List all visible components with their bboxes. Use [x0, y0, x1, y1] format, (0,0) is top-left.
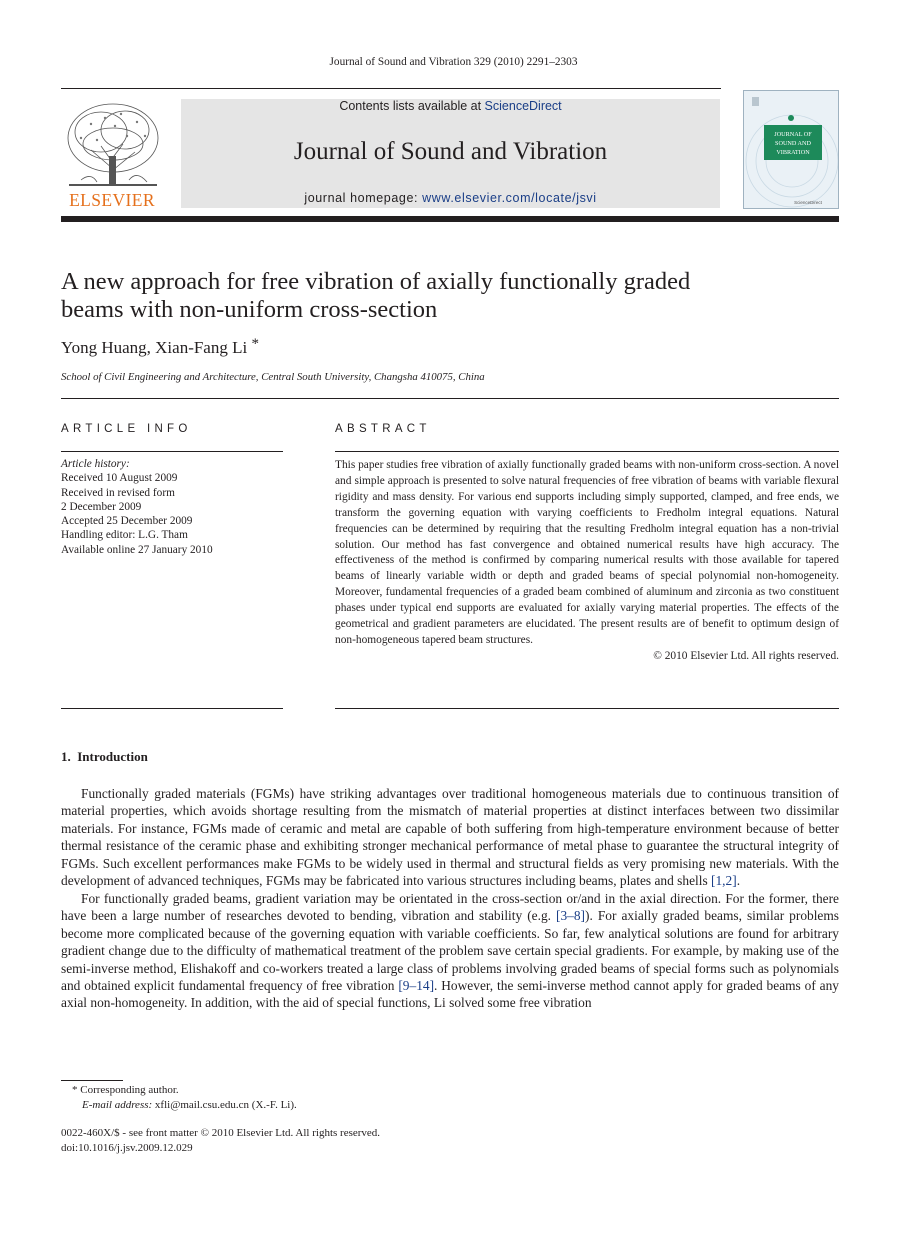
article-title-line-2: beams with non-uniform cross-section [61, 296, 438, 323]
abstract-body [335, 458, 839, 665]
article-history [61, 457, 213, 557]
article-info-heading: ARTICLE INFO [61, 423, 192, 435]
banner-top-rule [61, 88, 721, 89]
history-item: Handling editor: L.G. Tham [61, 529, 188, 542]
history-item: 2 December 2009 [61, 500, 142, 513]
footnote-email [82, 1098, 297, 1113]
abstract-top-rule [335, 451, 839, 452]
citation-link[interactable]: [3–8] [556, 908, 586, 924]
introduction-body [61, 785, 839, 1012]
running-head: Journal of Sound and Vibration 329 (2010) 2291–2303 [329, 56, 578, 68]
footnote-corresponding [72, 1083, 179, 1098]
paragraph: Functionally graded materials (FGMs) have striking advantages over traditional homogeneous materials due to continuous transition of material properties, which avoids shortage resulting from the mismatch of material properties at distinct interfaces between two dissimilar materials. For instance, FGMs made of ceramic and metal are capable of both suffering from high-temperature environment because of better thermal resistance of the ceramic phase and exhibiting stronger mechanical performance of metal phase to guarantee the structural integrity of FGMs. Such excellent performances make FGMs to be widely used in thermal and structural fields as very promising new materials. With the development of advanced techniques, FGMs may be fabricated into various structures including beams, plates and shells [1,2]. [61, 786, 839, 889]
elsevier-tree-icon [61, 100, 163, 210]
citation-link[interactable]: [9–14] [398, 977, 435, 993]
homepage-link[interactable]: www.elsevier.com/locate/jsvi [422, 191, 597, 205]
abstract-copyright: © 2010 Elsevier Ltd. All rights reserved. [653, 649, 839, 662]
affiliation: School of Civil Engineering and Architecture, Central South University, Changsha 410075, China [61, 371, 485, 383]
article-title [61, 268, 861, 324]
contents-available: Contents lists available at ScienceDirect [339, 99, 562, 113]
history-item: Received 10 August 2009 [61, 472, 178, 485]
citation-link[interactable]: [1,2] [711, 873, 737, 889]
article-history-label: Article history: [61, 458, 130, 470]
footnote-rule [61, 1080, 123, 1081]
article-info-bottom-rule [61, 708, 283, 709]
section-heading-introduction: 1. Introduction [61, 749, 148, 764]
journal-homepage: journal homepage: www.elsevier.com/locate/jsvi [304, 191, 597, 205]
article-info-top-rule [61, 451, 283, 452]
footnote-mark: * [72, 1084, 78, 1096]
cover-title-line-1: JOURNAL OF [774, 131, 812, 138]
history-item: Accepted 25 December 2009 [61, 515, 193, 528]
paragraph: For functionally graded beams, gradient variation may be orientated in the cross-section or/and in the axial direction. For the former, there have been a large number of researches devoted to bending, vibration and stability (e.g. [3–8]). For axially graded beams, similar problems become more complicated because of the governing equation with variable coefficients. So far, few analytical solutions are found for arbitrary gradient change due to the difficulty of mathematical treatment of the problem save certain special gradients. For example, by making use of the semi-inverse method, Elishakoff and co-workers treated a large class of problems involving graded beams of special forms such as polynomials and obtained explicit fundamental frequency of free vibration [9–14]. However, the semi-inverse method cannot apply for graded beams of any axial non-homogeneity. In addition, with the aid of special functions, Li solved some free vibration [61, 890, 840, 1011]
footnote-corresponding-text: Corresponding author. [80, 1084, 179, 1096]
journal-banner [181, 99, 720, 208]
sciencedirect-link[interactable]: ScienceDirect [484, 99, 562, 113]
author-names[interactable]: Yong Huang, Xian-Fang Li [61, 338, 248, 357]
corresponding-author-mark[interactable]: * [251, 336, 259, 352]
journal-title[interactable]: Journal of Sound and Vibration [293, 138, 608, 165]
banner-rule [61, 216, 839, 222]
email-address[interactable]: xfli@mail.csu.edu.cn (X.-F. Li). [154, 1099, 297, 1111]
journal-cover-thumbnail[interactable] [743, 90, 839, 209]
header-divider [61, 398, 839, 399]
journal-cover-image [744, 91, 839, 209]
author-list [61, 338, 259, 358]
elsevier-wordmark: ELSEVIER [69, 190, 155, 210]
abstract-heading: ABSTRACT [335, 423, 431, 435]
issn-line: 0022-460X/$ - see front matter © 2010 Elsevier Ltd. All rights reserved. [61, 1127, 381, 1139]
doi-line[interactable]: doi:10.1016/j.jsv.2009.12.029 [61, 1142, 193, 1154]
cover-title-line-3: VIBRATION [776, 149, 810, 156]
cover-sciencedirect-badge: ScienceDirect [794, 200, 822, 205]
article-title-line-1: A new approach for free vibration of axially functionally graded [61, 268, 691, 295]
abstract-bottom-rule [335, 708, 839, 709]
elsevier-logo[interactable] [61, 100, 163, 210]
abstract-text: This paper studies free vibration of axially functionally graded beams with non-uniform cross-section. A novel and simple approach is presented to solve natural frequencies of free vibration of beams with variable flexural rigidity and mass density. For various end supports including simply supported, clamped, and free ends, we transform the governing equation with varying coefficients to Fredholm integral equations. Natural frequencies can be determined by requiring that the resulting Fredholm integral equation has a non-trivial solution. Our method has fast convergence and obtained numerical results have high accuracy. The effectiveness of the method is confirmed by comparing numerical results with those available for tapered beams of linearly variable width or depth and graded beams of special polynomial non-homogeneity. Moreover, fundamental frequencies of a graded beam combined of aluminum and zirconia as two constituent phases under typical end supports are evaluated for axially varying material properties. The effects of the geometrical and gradient parameters are elucidated. The present results are of benefit to optimum design of non-homogeneous tapered beam structures. [335, 459, 839, 646]
cover-title-line-2: SOUND AND [775, 140, 811, 147]
front-matter [61, 1126, 380, 1156]
history-item: Received in revised form [61, 486, 175, 499]
email-label: E-mail address: [82, 1099, 153, 1111]
history-item: Available online 27 January 2010 [61, 543, 213, 556]
